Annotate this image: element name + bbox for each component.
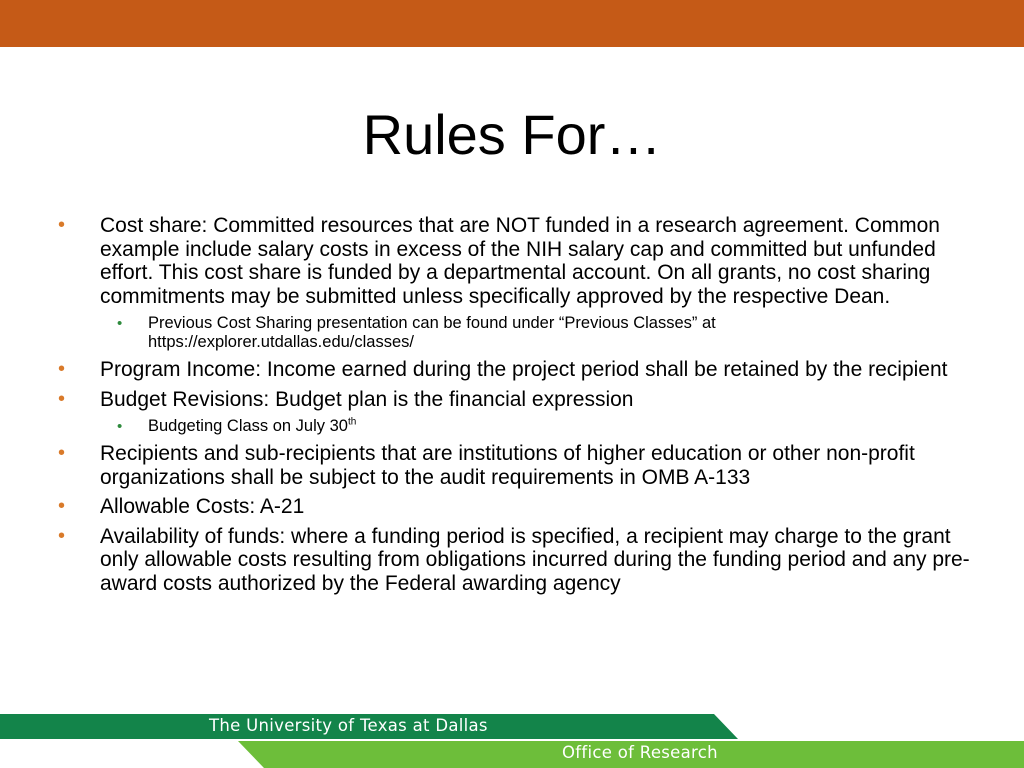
bullet-marker: • [58, 214, 66, 236]
bullet-marker: • [58, 495, 66, 517]
bullet-item-budget-revisions [55, 388, 975, 412]
bullet-text: Recipients and sub-recipients that are institutions of higher education or other non-profit organizations shall be subject to the audit requirements in OMB A-133 [100, 442, 915, 489]
bullet-item-program-income [55, 358, 975, 382]
footer-office-name: Office of Research [562, 743, 718, 762]
bullet-item-availability-of-funds [55, 525, 975, 596]
sub-bullet-marker: • [117, 418, 123, 435]
bullet-text: Availability of funds: where a funding period is specified, a recipient may charge to the grant only allowable costs resulting from obligations incurred during the funding period and any pre-award costs authorized by the Federal awarding agency [100, 524, 970, 595]
sub-bullet-marker: • [117, 315, 123, 332]
top-banner-fill [0, 0, 1024, 47]
footer-banner [0, 714, 1024, 768]
sub-bullet-text: Previous Cost Sharing presentation can be found under “Previous Classes” at https://explorer.utdallas.edu/classes/ [148, 314, 716, 351]
sub-bullet-superscript: th [347, 416, 357, 428]
bullet-item-allowable-costs [55, 495, 975, 519]
bullet-text: Allowable Costs: A-21 [100, 495, 305, 518]
bullet-marker: • [58, 442, 66, 464]
slide-title: Rules For… [362, 103, 662, 166]
bullet-item-cost-share [55, 214, 975, 308]
bullet-item-audit-requirements [55, 442, 975, 489]
sub-bullet-item-previous-classes [55, 314, 975, 352]
sub-bullet-text: Budgeting Class on July 30 [148, 417, 348, 435]
bullet-text: Budget Revisions: Budget plan is the financial expression [100, 387, 634, 411]
bullet-marker: • [58, 358, 66, 380]
sub-bullet-item-budgeting-class [55, 417, 975, 436]
bullet-marker: • [58, 524, 66, 547]
top-banner [0, 0, 1024, 47]
bullet-text: Cost share: Committed resources that are NOT funded in a research agreement. Common example include salary costs in excess of the NIH salary cap and committed but unfunded effort. This cost share is funded by a departmental account. On all grants, no cost sharing commitments may be submitted unless specifically approved by the respective Dean. [100, 214, 940, 308]
bullet-marker: • [58, 387, 66, 410]
footer-university-name: The University of Texas at Dallas [209, 716, 488, 735]
bullet-text: Program Income: Income earned during the project period shall be retained by the recipient [100, 358, 948, 381]
bullet-list [55, 214, 975, 601]
